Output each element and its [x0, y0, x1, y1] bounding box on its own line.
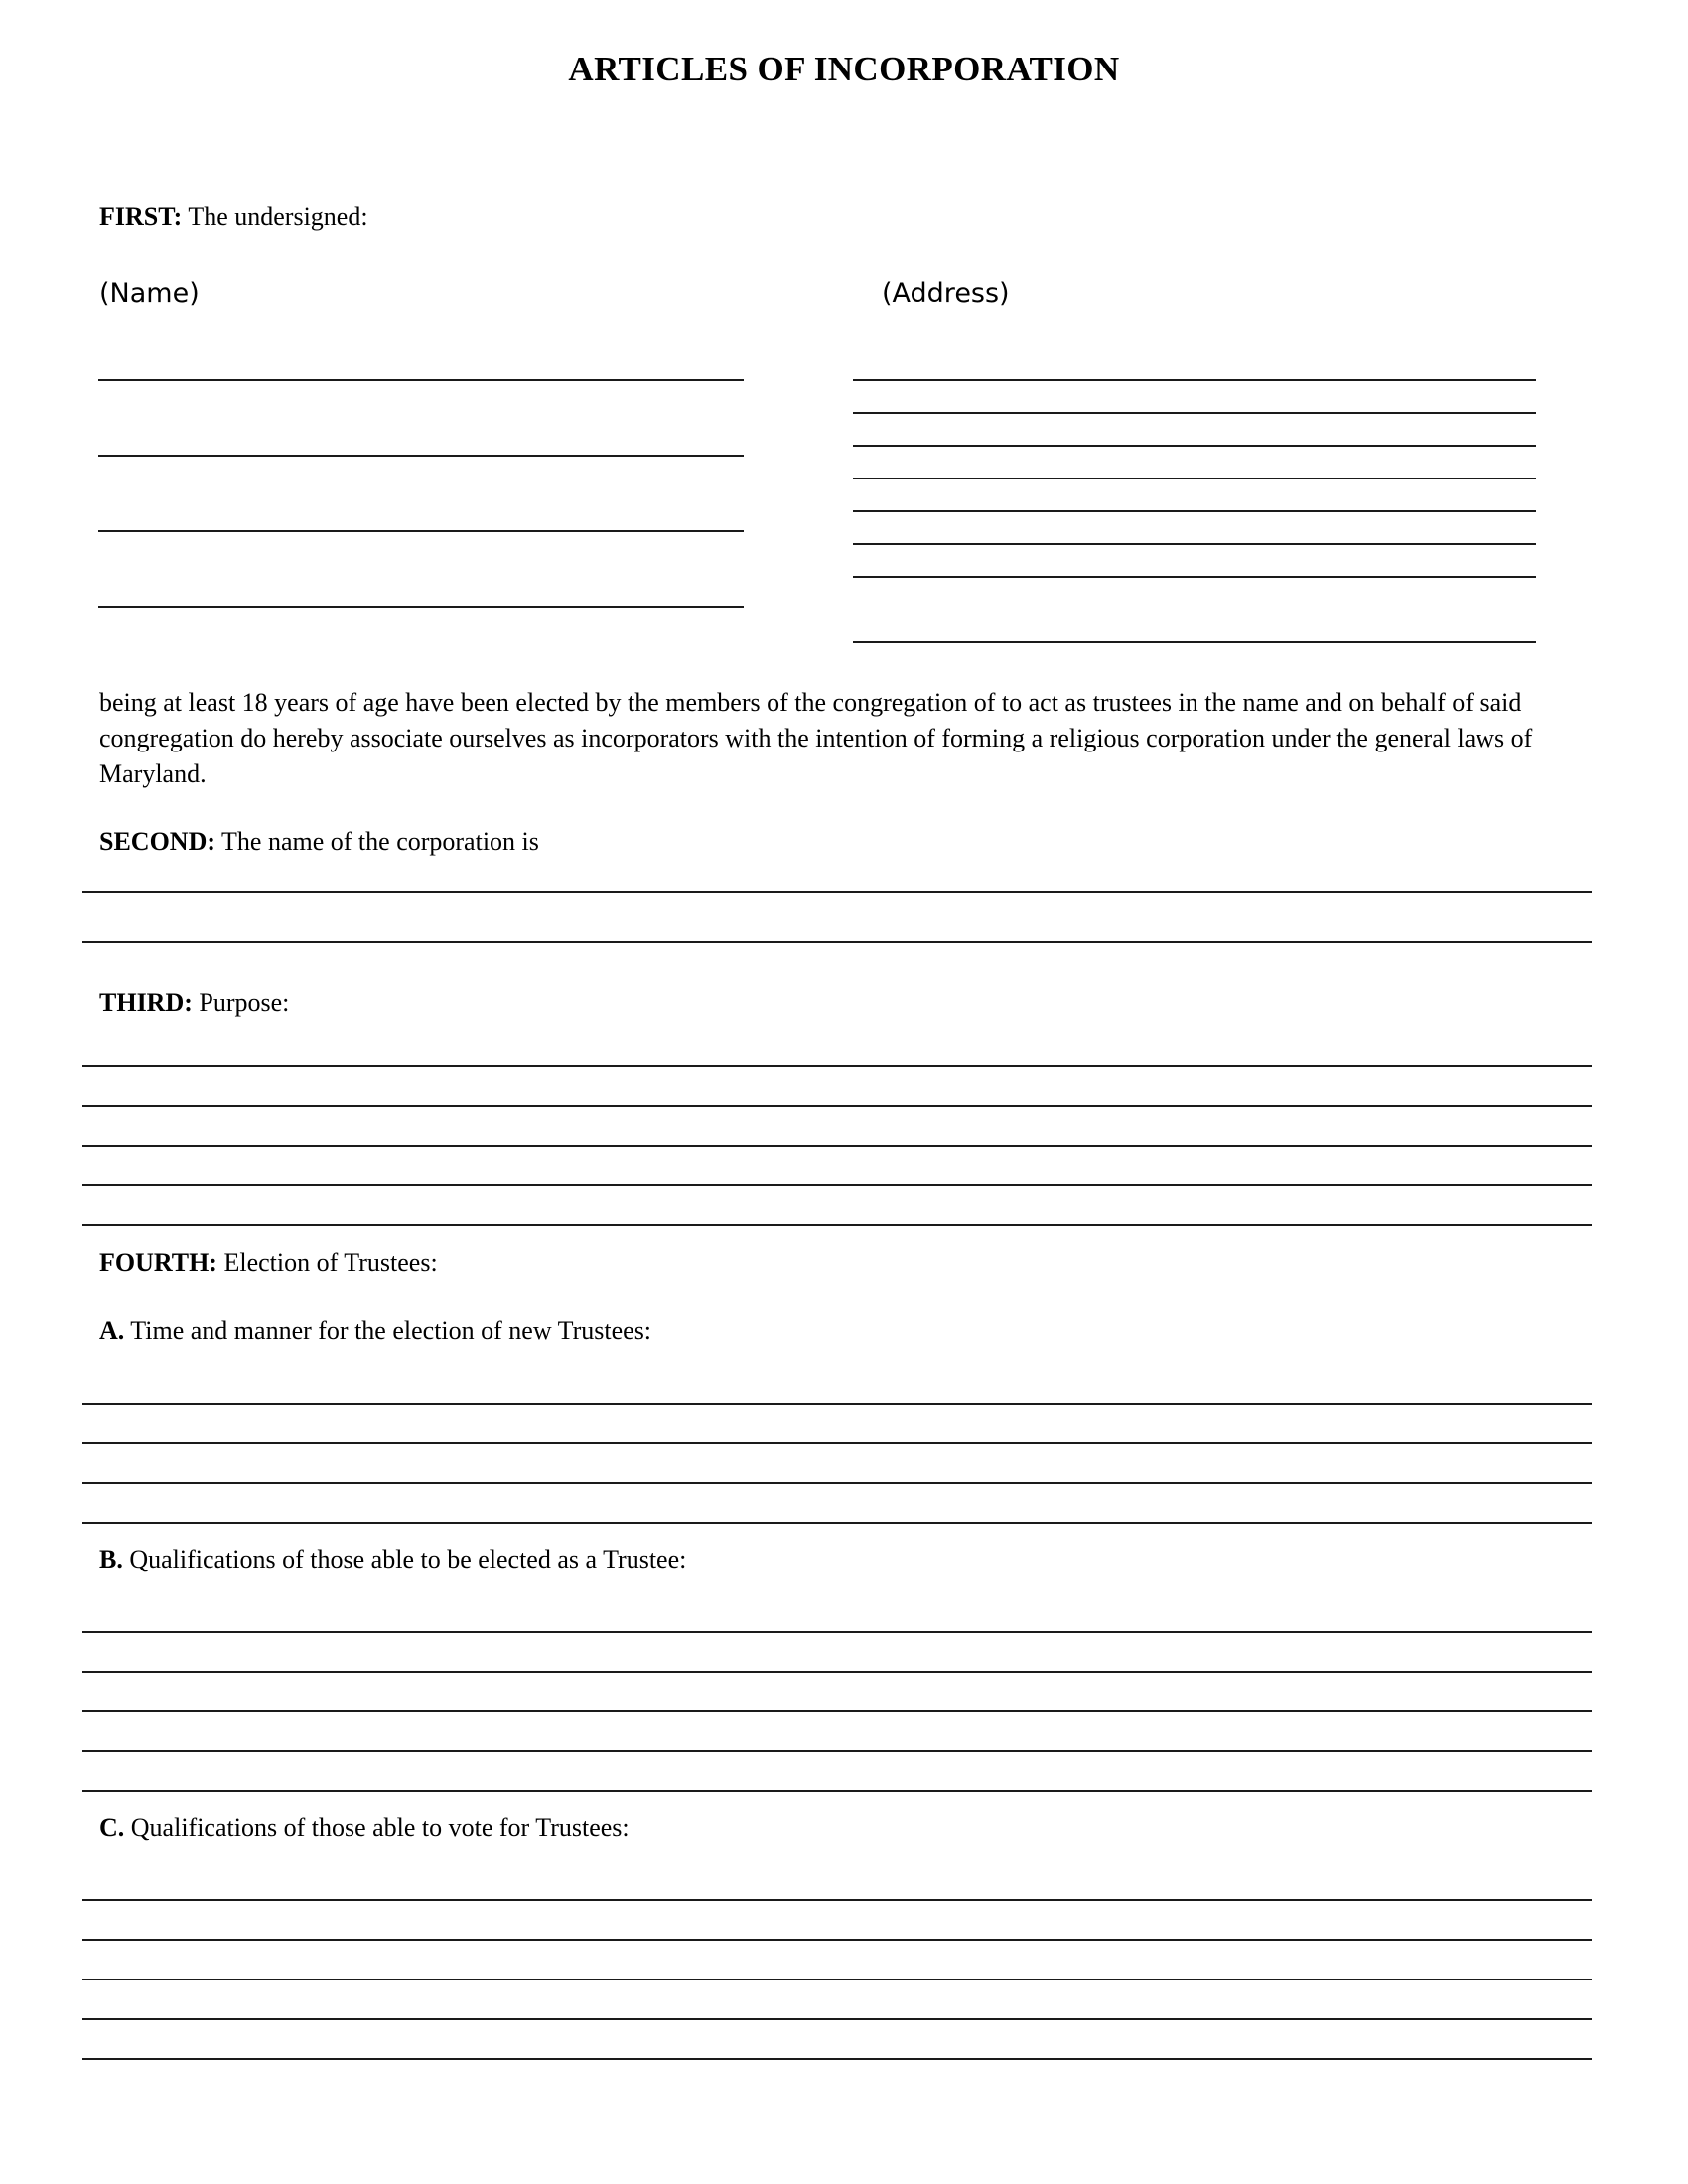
address-blank-line[interactable]	[853, 543, 1536, 545]
clause-fourth-item-a-label: A.	[99, 1316, 125, 1345]
address-blank-line[interactable]	[853, 445, 1536, 447]
name-blank-line[interactable]	[98, 530, 744, 532]
clause-third-blank-line[interactable]	[82, 1065, 1592, 1067]
clause-first-body: being at least 18 years of age have been elected by the members of the congregation of to act as trustees in the name and on behalf of said congregation do hereby associate ourselves as incorporators with the intention of forming a religious corporation under the general laws of Maryland.	[99, 688, 1533, 788]
clause-fourth-text: Election of Trustees:	[216, 1248, 438, 1277]
clause-second-label: SECOND:	[99, 827, 216, 856]
clause-second-blank-line[interactable]	[82, 891, 1592, 893]
name-blank-line[interactable]	[98, 379, 744, 381]
clause-fourth-item-c-blank-line[interactable]	[82, 2058, 1592, 2060]
name-column-label: (Name)	[99, 278, 200, 309]
clause-first-label: FIRST:	[99, 203, 183, 231]
address-blank-line[interactable]	[853, 478, 1536, 479]
clause-fourth-item-b-heading	[99, 1544, 686, 1576]
clause-third-heading	[99, 987, 289, 1020]
clause-second-text: The name of the corporation is	[215, 827, 539, 856]
address-blank-line[interactable]	[853, 576, 1536, 578]
clause-first-heading	[99, 202, 368, 234]
clause-fourth-item-b-blank-line[interactable]	[82, 1790, 1592, 1792]
clause-third-text: Purpose:	[192, 988, 290, 1017]
clause-fourth-item-c-blank-line[interactable]	[82, 1939, 1592, 1941]
address-blank-line[interactable]	[853, 641, 1536, 643]
clause-fourth-item-b-blank-line[interactable]	[82, 1750, 1592, 1752]
clause-third-label: THIRD:	[99, 988, 193, 1017]
clause-fourth-item-a-blank-line[interactable]	[82, 1442, 1592, 1444]
clause-fourth-item-c-blank-line[interactable]	[82, 1979, 1592, 1980]
clause-second-heading	[99, 826, 539, 859]
clause-fourth-item-c-label: C.	[99, 1813, 125, 1842]
page-title: ARTICLES OF INCORPORATION	[568, 50, 1120, 88]
clause-fourth-item-a-text: Time and manner for the election of new Trustees:	[124, 1316, 652, 1345]
address-blank-line[interactable]	[853, 412, 1536, 414]
clause-third-blank-line[interactable]	[82, 1145, 1592, 1147]
clause-fourth-item-b-label: B.	[99, 1545, 123, 1573]
name-blank-line[interactable]	[98, 455, 744, 457]
name-blank-line[interactable]	[98, 606, 744, 608]
clause-fourth-item-a-blank-line[interactable]	[82, 1403, 1592, 1405]
clause-first-text: The undersigned:	[182, 203, 368, 231]
address-blank-line[interactable]	[853, 379, 1536, 381]
clause-fourth-item-b-blank-line[interactable]	[82, 1631, 1592, 1633]
address-column-label: (Address)	[882, 278, 1010, 309]
clause-third-blank-line[interactable]	[82, 1105, 1592, 1107]
clause-fourth-item-b-text: Qualifications of those able to be elected as a Trustee:	[122, 1545, 687, 1573]
clause-fourth-item-c-heading	[99, 1812, 630, 1844]
clause-fourth-item-a-heading	[99, 1315, 651, 1348]
clause-fourth-item-c-text: Qualifications of those able to vote for Trustees:	[124, 1813, 630, 1842]
address-blank-line[interactable]	[853, 510, 1536, 512]
clause-third-blank-line[interactable]	[82, 1184, 1592, 1186]
clause-fourth-heading	[99, 1247, 438, 1280]
clause-fourth-item-c-blank-line[interactable]	[82, 2018, 1592, 2020]
clause-second-blank-line[interactable]	[82, 941, 1592, 943]
clause-fourth-item-b-blank-line[interactable]	[82, 1710, 1592, 1712]
clause-fourth-item-c-blank-line[interactable]	[82, 1899, 1592, 1901]
clause-fourth-label: FOURTH:	[99, 1248, 217, 1277]
clause-fourth-item-a-blank-line[interactable]	[82, 1522, 1592, 1524]
clause-third-blank-line[interactable]	[82, 1224, 1592, 1226]
clause-fourth-item-a-blank-line[interactable]	[82, 1482, 1592, 1484]
clause-fourth-item-b-blank-line[interactable]	[82, 1671, 1592, 1673]
